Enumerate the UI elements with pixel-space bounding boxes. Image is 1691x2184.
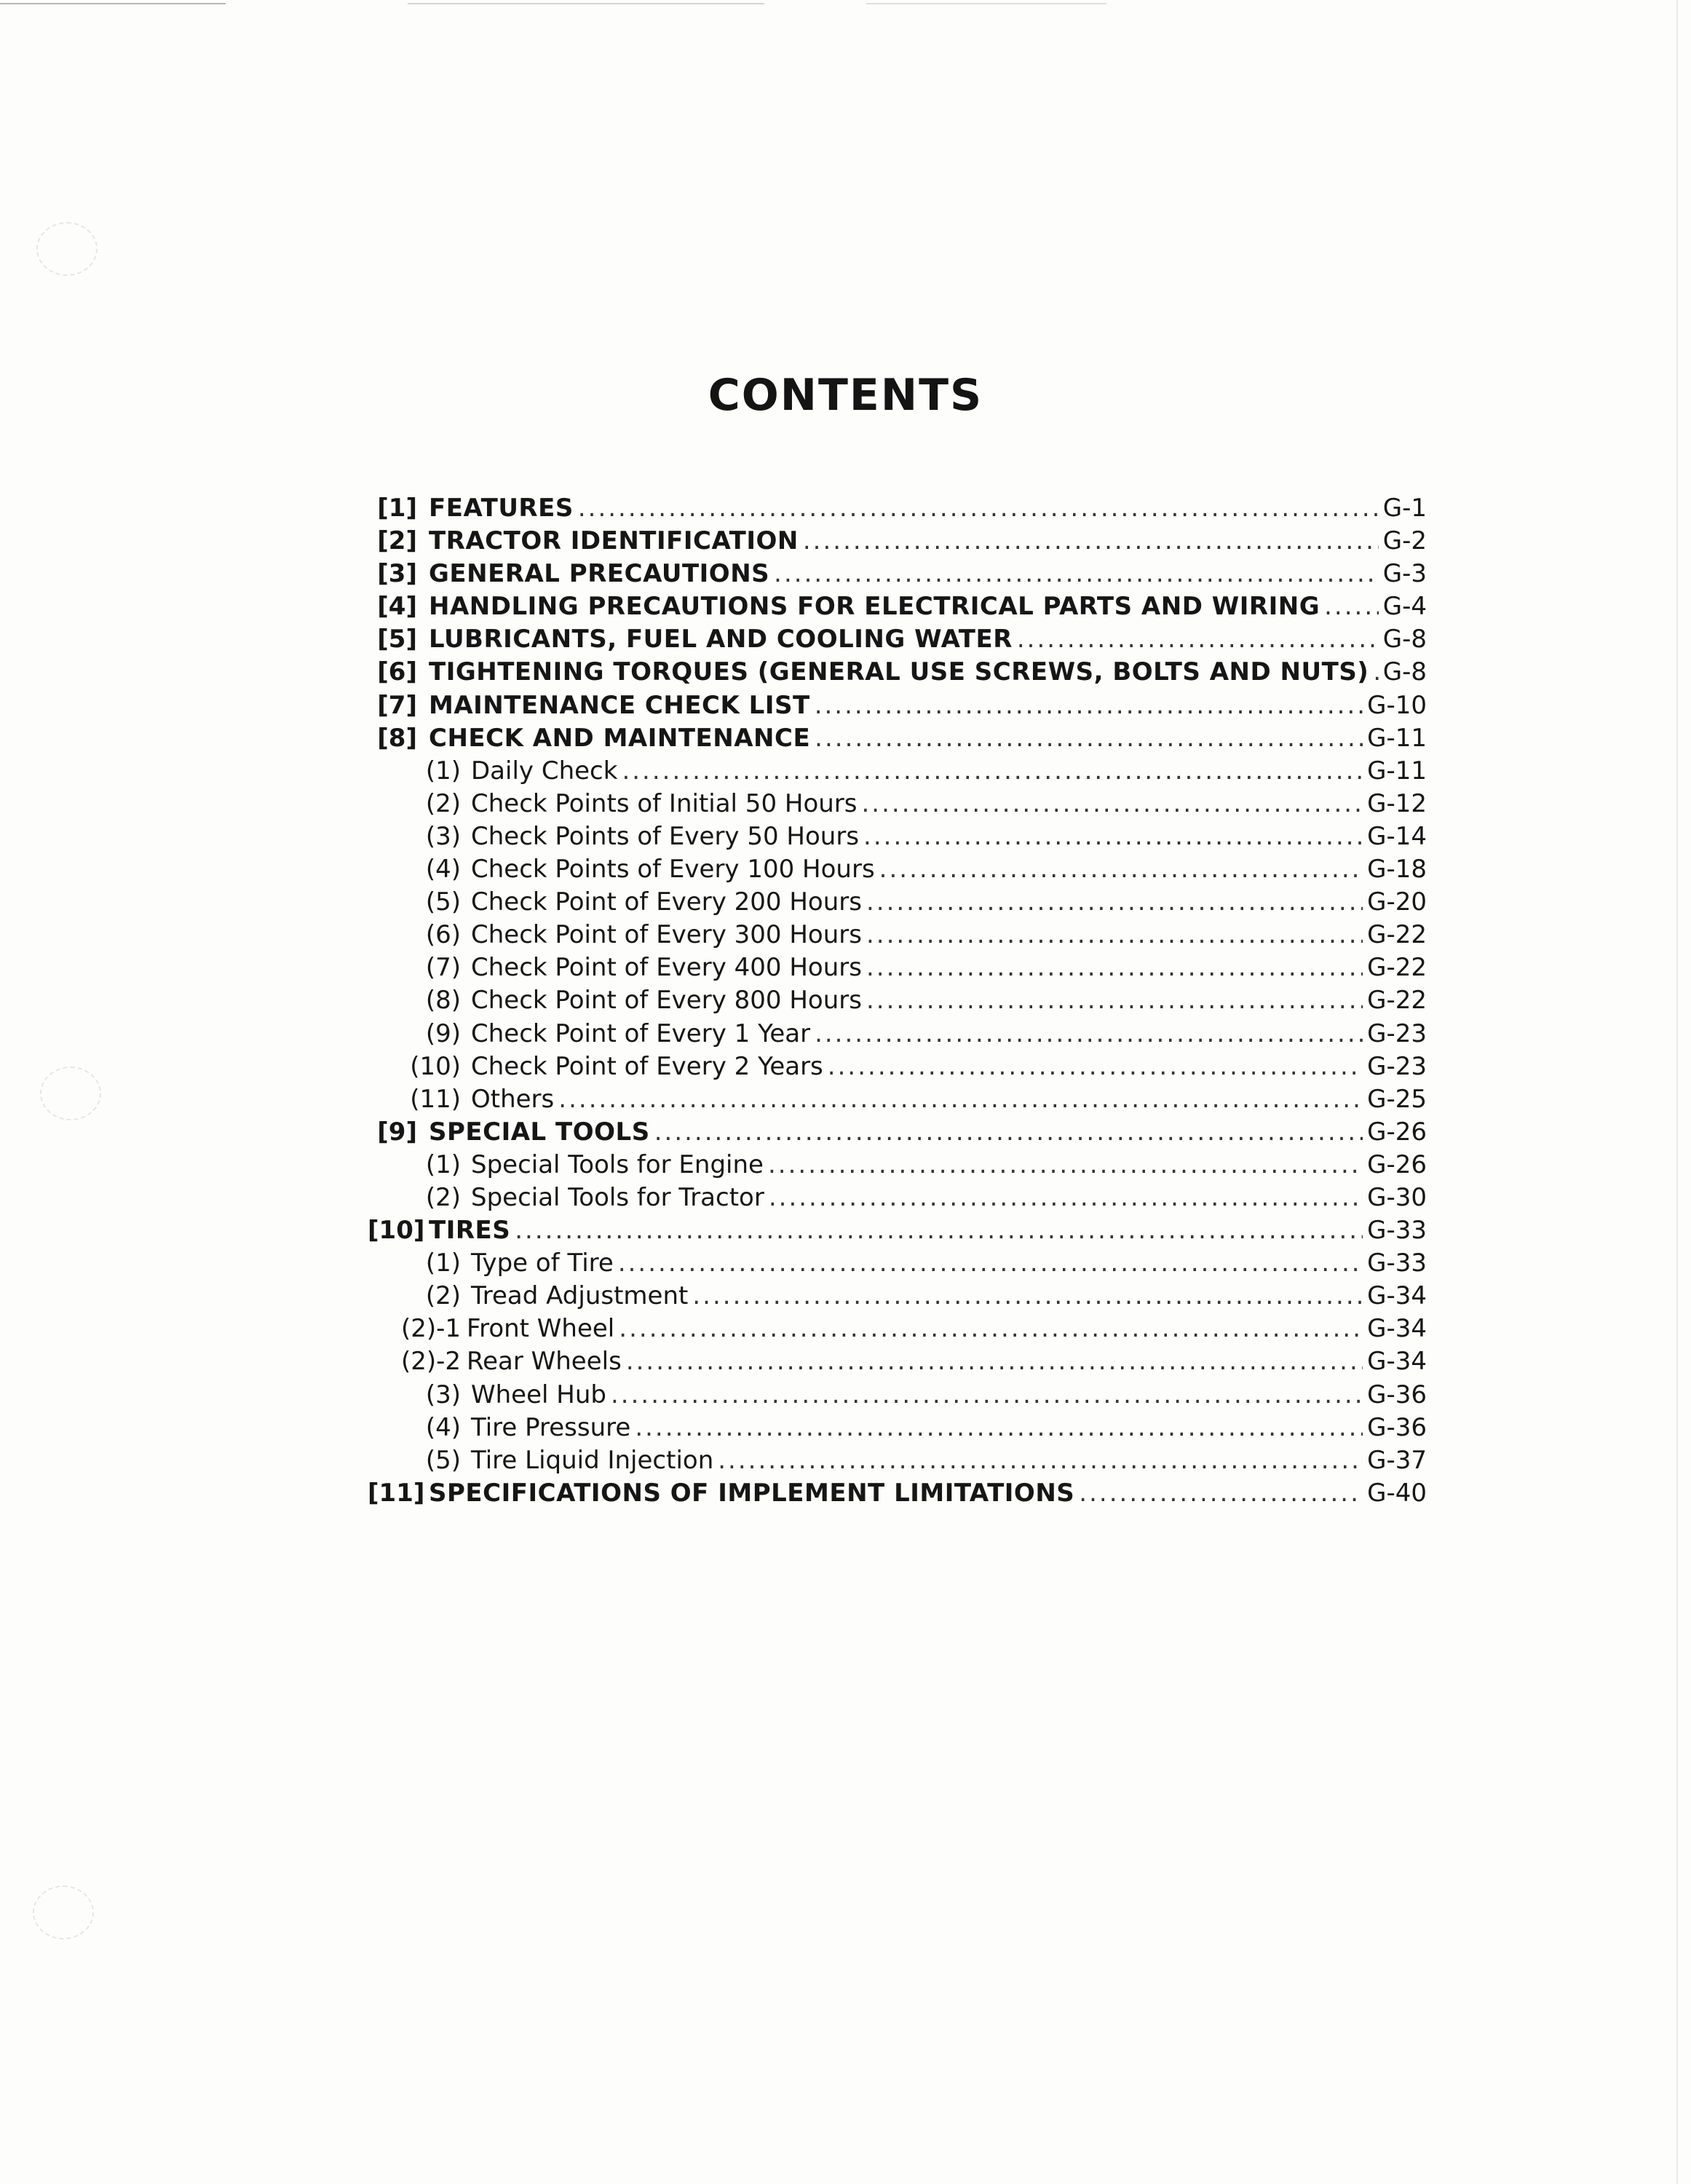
toc-subentry[interactable] [368, 1313, 1427, 1345]
dot-leader [815, 689, 1363, 722]
toc-entry-label: Check Point of Every 200 Hours [471, 887, 862, 917]
toc-entry-number: [3] [377, 559, 417, 589]
dot-leader [1079, 1477, 1363, 1510]
toc-subentry[interactable] [368, 1379, 1427, 1412]
toc-entry[interactable] [368, 525, 1427, 558]
dot-leader [769, 1182, 1363, 1214]
toc-entry-number: (8) [425, 986, 461, 1016]
toc-entry-page: G-22 [1367, 986, 1427, 1016]
toc-entry-number: (2)-1 [400, 1314, 461, 1344]
toc-entry-number: [7] [377, 690, 417, 720]
toc-entry-number: (2) [425, 788, 461, 818]
toc-entry-label: Check Points of Every 100 Hours [471, 855, 875, 885]
toc-entry-label: Others [471, 1084, 555, 1114]
toc-entry[interactable] [368, 1214, 1427, 1247]
dot-leader [828, 1051, 1363, 1083]
toc-entry[interactable] [368, 1116, 1427, 1149]
dot-leader [815, 722, 1363, 755]
toc-entry[interactable] [368, 722, 1427, 755]
toc-entry-number: (5) [425, 887, 461, 917]
toc-entry-page: G-36 [1367, 1412, 1427, 1442]
toc-entry-number: (11) [410, 1084, 461, 1114]
toc-subentry[interactable] [368, 755, 1427, 788]
toc-entry-label: TIRES [429, 1216, 511, 1246]
toc-entry-page: G-34 [1367, 1281, 1427, 1311]
toc-entry-page: G-26 [1367, 1150, 1427, 1179]
toc-subentry[interactable] [368, 853, 1427, 886]
dot-leader [866, 886, 1363, 919]
toc-entry-number: [5] [377, 625, 417, 654]
toc-subentry[interactable] [368, 1247, 1427, 1280]
dot-leader [654, 1116, 1363, 1149]
toc-entry-label: Tire Pressure [471, 1412, 631, 1442]
toc-subentry[interactable] [368, 1280, 1427, 1313]
dot-leader [1373, 656, 1378, 689]
toc-entry-number: [8] [377, 723, 417, 753]
dot-leader [768, 1149, 1363, 1182]
toc-subentry[interactable] [368, 1051, 1427, 1083]
toc-entry-page: G-3 [1382, 559, 1427, 589]
toc-entry-page: G-22 [1367, 953, 1427, 983]
dot-leader [863, 820, 1363, 853]
toc-entry-number: (4) [425, 855, 461, 885]
dot-leader [619, 1313, 1363, 1345]
toc-subentry[interactable] [368, 1444, 1427, 1477]
toc-entry-number: (5) [425, 1445, 461, 1475]
toc-subentry[interactable] [368, 820, 1427, 853]
toc-entry-label: FEATURES [429, 494, 574, 523]
toc-entry-label: Check Point of Every 400 Hours [471, 953, 862, 983]
toc-entry-page: G-2 [1382, 526, 1427, 556]
toc-entry-page: G-8 [1382, 657, 1427, 687]
toc-entry-label: TIGHTENING TORQUES (GENERAL USE SCREWS, BOLTS AND NUTS) [429, 657, 1369, 687]
punch-hole-mark [33, 1886, 94, 1939]
dot-leader [578, 492, 1379, 525]
toc-entry[interactable] [368, 492, 1427, 525]
toc-entry-number: [10] [368, 1216, 425, 1246]
dot-leader [866, 951, 1363, 984]
toc-entry-label: Check Points of Initial 50 Hours [471, 788, 858, 818]
toc-subentry[interactable] [368, 1412, 1427, 1444]
toc-entry-number: [2] [377, 526, 417, 556]
toc-subentry[interactable] [368, 1083, 1427, 1116]
dot-leader [622, 755, 1363, 788]
dot-leader [635, 1412, 1363, 1444]
toc-subentry[interactable] [368, 919, 1427, 951]
toc-entry-number: (3) [425, 1380, 461, 1409]
toc-entry-label: Special Tools for Tractor [471, 1182, 764, 1212]
toc-entry[interactable] [368, 1477, 1427, 1510]
toc-entry-label: Check Point of Every 2 Years [471, 1051, 823, 1081]
toc-entry-number: (2) [425, 1281, 461, 1311]
toc-entry-label: Type of Tire [471, 1249, 614, 1278]
toc-entry-page: G-37 [1367, 1445, 1427, 1475]
dot-leader [515, 1214, 1363, 1247]
toc-entry-label: Check Points of Every 50 Hours [471, 821, 860, 851]
scan-edge-artifact [1676, 0, 1678, 2184]
toc-entry-page: G-26 [1367, 1117, 1427, 1147]
toc-entry-number: (2) [425, 1182, 461, 1212]
toc-entry-label: SPECIAL TOOLS [429, 1117, 650, 1147]
punch-hole-mark [36, 222, 98, 276]
toc-entry-label: Rear Wheels [467, 1347, 622, 1377]
toc-entry-label: TRACTOR IDENTIFICATION [429, 526, 799, 556]
toc-subentry[interactable] [368, 984, 1427, 1017]
dot-leader [1017, 623, 1379, 656]
toc-entry-page: G-23 [1367, 1051, 1427, 1081]
toc-subentry[interactable] [368, 1018, 1427, 1051]
toc-subentry[interactable] [368, 886, 1427, 919]
toc-entry-label: LUBRICANTS, FUEL AND COOLING WATER [429, 625, 1013, 654]
page-title: CONTENTS [708, 370, 983, 421]
toc-entry-number: (2)-2 [400, 1347, 461, 1377]
toc-entry-label: Check Point of Every 300 Hours [471, 920, 862, 950]
toc-entry-page: G-12 [1367, 788, 1427, 818]
toc-entry-label: SPECIFICATIONS OF IMPLEMENT LIMITATIONS [429, 1478, 1075, 1508]
toc-entry-page: G-30 [1367, 1182, 1427, 1212]
toc-entry[interactable] [368, 656, 1427, 689]
dot-leader [774, 558, 1379, 590]
toc-entry-number: [4] [377, 592, 417, 622]
toc-subentry[interactable] [368, 1149, 1427, 1182]
toc-entry-page: G-36 [1367, 1380, 1427, 1409]
toc-subentry[interactable] [368, 1345, 1427, 1378]
table-of-contents [368, 492, 1427, 1510]
toc-entry-number: (7) [425, 953, 461, 983]
toc-entry-number: (6) [425, 920, 461, 950]
toc-entry-page: G-18 [1367, 855, 1427, 885]
toc-entry[interactable] [368, 623, 1427, 656]
toc-entry-label: Tread Adjustment [471, 1281, 689, 1311]
toc-entry-label: GENERAL PRECAUTIONS [429, 559, 770, 589]
toc-entry-page: G-10 [1367, 690, 1427, 720]
toc-entry-page: G-34 [1367, 1347, 1427, 1377]
toc-entry-page: G-11 [1367, 723, 1427, 753]
toc-entry-page: G-33 [1367, 1216, 1427, 1246]
toc-entry-page: G-33 [1367, 1249, 1427, 1278]
toc-entry[interactable] [368, 590, 1427, 623]
toc-entry-label: Front Wheel [467, 1314, 615, 1344]
dot-leader [866, 919, 1363, 951]
toc-entry-label: Wheel Hub [471, 1380, 606, 1409]
toc-entry-page: G-22 [1367, 920, 1427, 950]
toc-entry-label: Special Tools for Engine [471, 1150, 764, 1179]
toc-entry-label: HANDLING PRECAUTIONS FOR ELECTRICAL PARTS AND WIRING [429, 592, 1320, 622]
toc-entry-number: (4) [425, 1412, 461, 1442]
toc-entry-page: G-8 [1382, 625, 1427, 654]
toc-entry-number: (3) [425, 821, 461, 851]
toc-entry-page: G-4 [1382, 592, 1427, 622]
toc-entry-number: (9) [425, 1018, 461, 1048]
toc-entry-page: G-11 [1367, 756, 1427, 786]
scan-edge-artifact [0, 3, 1691, 4]
toc-entry-page: G-40 [1367, 1478, 1427, 1508]
dot-leader [558, 1083, 1363, 1116]
toc-entry-page: G-14 [1367, 821, 1427, 851]
dot-leader [718, 1444, 1363, 1477]
toc-entry-page: G-20 [1367, 887, 1427, 917]
toc-subentry[interactable] [368, 788, 1427, 820]
toc-entry-number: [6] [377, 657, 417, 687]
toc-entry-page: G-34 [1367, 1314, 1427, 1344]
dot-leader [1324, 590, 1379, 623]
toc-entry-label: Check Point of Every 1 Year [471, 1018, 811, 1048]
toc-entry-page: G-25 [1367, 1084, 1427, 1114]
toc-entry-number: (10) [410, 1051, 461, 1081]
toc-entry-page: G-1 [1382, 494, 1427, 523]
toc-subentry[interactable] [368, 1182, 1427, 1214]
dot-leader [803, 525, 1379, 558]
dot-leader [611, 1379, 1363, 1412]
toc-entry-label: MAINTENANCE CHECK LIST [429, 690, 810, 720]
dot-leader [879, 853, 1363, 886]
toc-subentry[interactable] [368, 951, 1427, 984]
toc-entry-number: [11] [368, 1478, 425, 1508]
toc-entry-number: (1) [425, 1150, 461, 1179]
toc-entry-number: (1) [425, 756, 461, 786]
dot-leader [866, 984, 1363, 1017]
toc-entry[interactable] [368, 558, 1427, 590]
toc-entry-number: [9] [377, 1117, 417, 1147]
toc-entry-label: Tire Liquid Injection [471, 1445, 714, 1475]
dot-leader [692, 1280, 1363, 1313]
dot-leader [862, 788, 1363, 820]
toc-entry-number: [1] [377, 494, 417, 523]
toc-entry-label: Check Point of Every 800 Hours [471, 986, 862, 1016]
toc-entry-label: Daily Check [471, 756, 618, 786]
toc-entry[interactable] [368, 689, 1427, 722]
punch-hole-mark [40, 1067, 101, 1120]
toc-entry-page: G-23 [1367, 1018, 1427, 1048]
toc-entry-number: (1) [425, 1249, 461, 1278]
dot-leader [626, 1345, 1363, 1378]
dot-leader [618, 1247, 1363, 1280]
toc-entry-label: CHECK AND MAINTENANCE [429, 723, 811, 753]
dot-leader [815, 1018, 1363, 1051]
